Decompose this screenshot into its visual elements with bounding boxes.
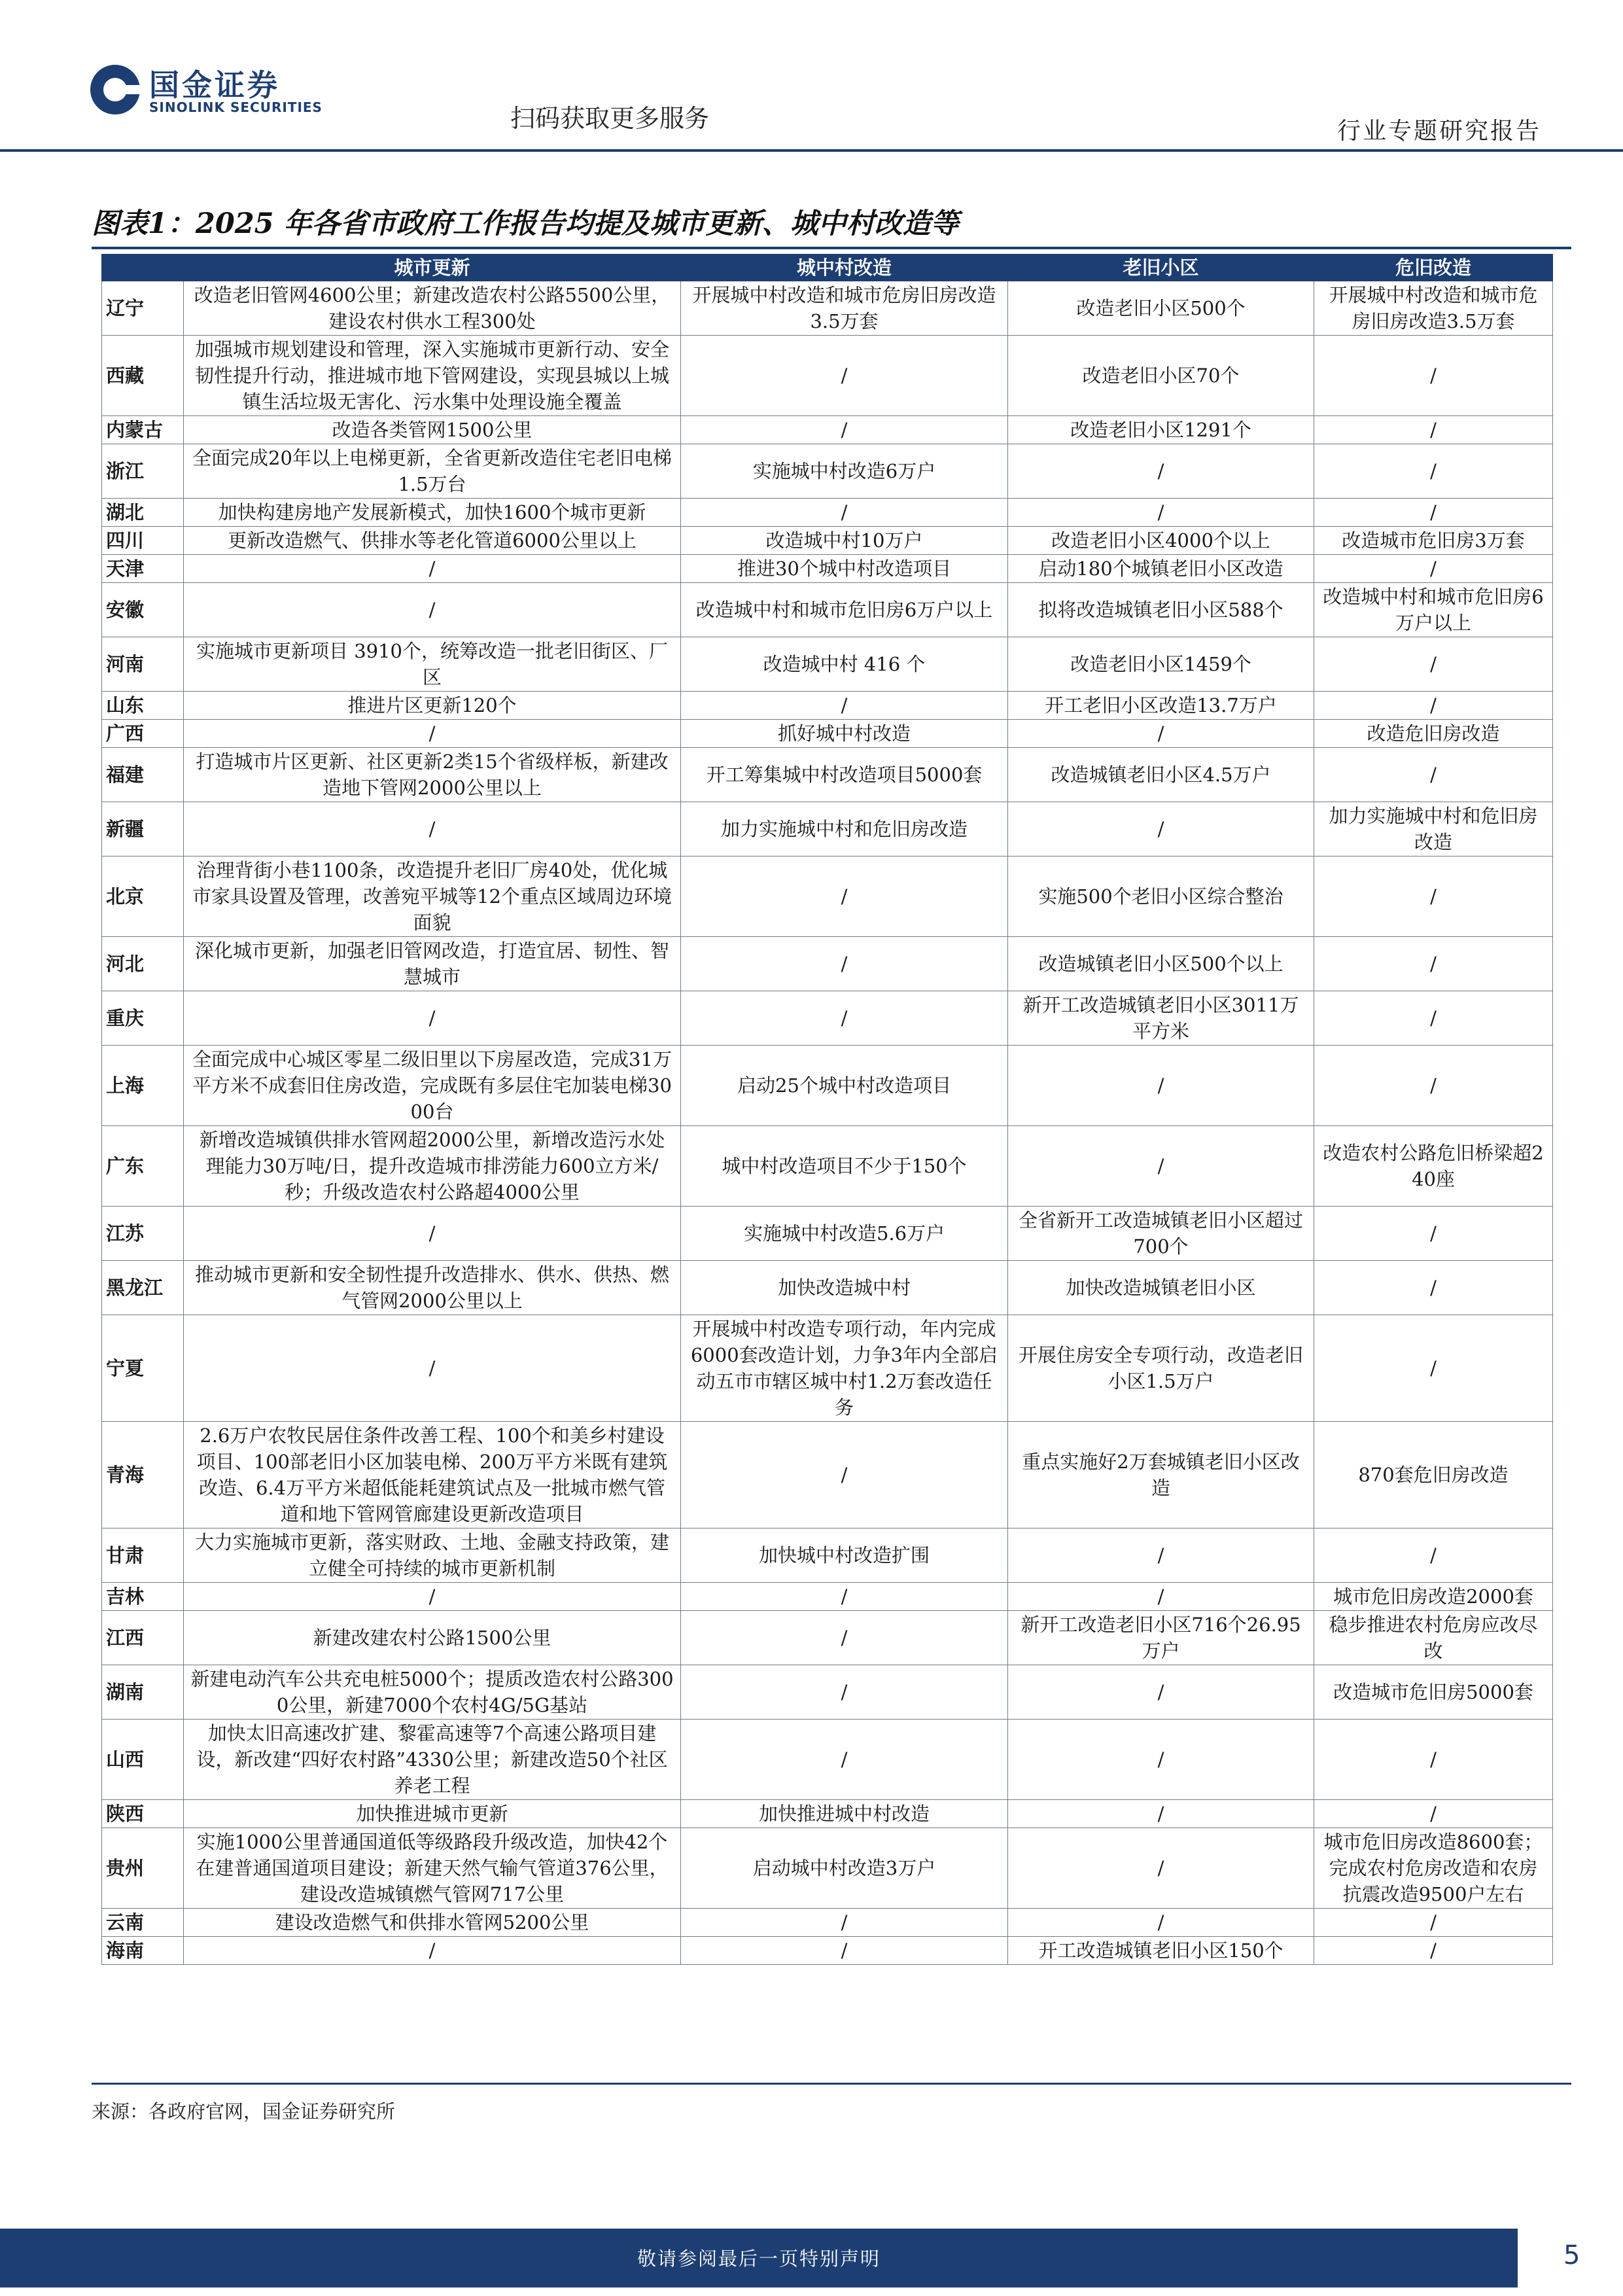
cell-old-community: 实施500个老旧小区综合整治 — [1008, 857, 1314, 937]
cell-urban-renewal: 2.6万户农牧民居住条件改善工程、100个和美乡村建设项目、100部老旧小区加装电梯、200万平方米既有建筑改造、6.4万平方米超低能耗建筑试点及一批城市燃气管道和地下管网管廊建设更新改造项目 — [184, 1422, 681, 1528]
cell-urban-village: / — [681, 857, 1008, 937]
cell-province: 四川 — [102, 527, 184, 555]
cell-province: 重庆 — [102, 991, 184, 1046]
cell-dilapidated: 改造城中村和城市危旧房6万户以上 — [1314, 583, 1553, 637]
cell-old-community: 开工改造城镇老旧小区150个 — [1008, 1937, 1314, 1965]
source-note: 来源：各政府官网，国金证券研究所 — [92, 2100, 396, 2123]
logo-chinese-name: 国金证券 — [149, 67, 280, 103]
cell-province: 河北 — [102, 937, 184, 991]
cell-urban-renewal: 新建电动汽车公共充电桩5000个；提质改造农村公路3000公里，新建7000个农村4G/5G基站 — [184, 1665, 681, 1720]
cell-dilapidated: / — [1314, 1046, 1553, 1126]
cell-dilapidated: 改造农村公路危旧桥梁超240座 — [1314, 1126, 1553, 1207]
header-province — [102, 255, 184, 281]
cell-urban-village: / — [681, 1611, 1008, 1665]
cell-province: 海南 — [102, 1937, 184, 1965]
cell-dilapidated: / — [1314, 1720, 1553, 1800]
cell-urban-renewal: 加快推进城市更新 — [184, 1800, 681, 1828]
cell-urban-village: 加快城中村改造扩围 — [681, 1528, 1008, 1583]
cell-urban-renewal: 实施1000公里普通国道低等级路段升级改造，加快42个在建普通国道项目建设；新建天然气输气管道376公里，建设改造城镇燃气管网717公里 — [184, 1828, 681, 1909]
table-row — [102, 637, 1553, 692]
cell-urban-village: 开展城中村改造专项行动，年内完成6000套改造计划，力争3年内全部启动五市市辖区城中村1.2万套改造任务 — [681, 1315, 1008, 1422]
cell-old-community: / — [1008, 1528, 1314, 1583]
table-row — [102, 444, 1553, 499]
cell-urban-village: / — [681, 1720, 1008, 1800]
cell-province: 贵州 — [102, 1828, 184, 1909]
cell-old-community: 改造老旧小区1291个 — [1008, 416, 1314, 444]
cell-province: 辽宁 — [102, 281, 184, 336]
cell-dilapidated: / — [1314, 1261, 1553, 1315]
cell-urban-renewal: 新增改造城镇供排水管网超2000公里，新增改造污水处理能力30万吨/日，提升改造城市排涝能力600立方米/秒；升级改造农村公路超4000公里 — [184, 1126, 681, 1207]
table-row — [102, 1800, 1553, 1828]
cell-old-community: / — [1008, 1720, 1314, 1800]
cell-old-community: 新开工改造城镇老旧小区3011万平方米 — [1008, 991, 1314, 1046]
page-number: 5 — [1563, 2240, 1580, 2270]
cell-province: 黑龙江 — [102, 1261, 184, 1315]
source-rule — [92, 2083, 1571, 2085]
cell-province: 内蒙古 — [102, 416, 184, 444]
table-row — [102, 281, 1553, 336]
cell-dilapidated: / — [1314, 416, 1553, 444]
cell-dilapidated: 改造城市危旧房5000套 — [1314, 1665, 1553, 1720]
cell-dilapidated: / — [1314, 937, 1553, 991]
cell-dilapidated: / — [1314, 555, 1553, 583]
cell-dilapidated: / — [1314, 1315, 1553, 1422]
table-row — [102, 527, 1553, 555]
table-row — [102, 1583, 1553, 1611]
table-row — [102, 555, 1553, 583]
cell-urban-village: 加力实施城中村和危旧房改造 — [681, 802, 1008, 857]
cell-urban-renewal: 改造老旧管网4600公里；新建改造农村公路5500公里，建设农村供水工程300处 — [184, 281, 681, 336]
cell-dilapidated: 改造危旧房改造 — [1314, 720, 1553, 748]
policy-table — [101, 254, 1553, 1965]
cell-old-community: 改造老旧小区500个 — [1008, 281, 1314, 336]
table-row — [102, 991, 1553, 1046]
table-row — [102, 748, 1553, 802]
cell-province: 天津 — [102, 555, 184, 583]
cell-urban-village: 推进30个城中村改造项目 — [681, 555, 1008, 583]
cell-old-community: / — [1008, 1126, 1314, 1207]
cell-urban-village: / — [681, 1665, 1008, 1720]
cell-dilapidated: 870套危旧房改造 — [1314, 1422, 1553, 1528]
cell-urban-renewal: 推动城市更新和安全韧性提升改造排水、供水、供热、燃气管网2000公里以上 — [184, 1261, 681, 1315]
cell-old-community: / — [1008, 499, 1314, 527]
cell-urban-village: 改造城中村10万户 — [681, 527, 1008, 555]
cell-dilapidated: / — [1314, 1800, 1553, 1828]
cell-urban-renewal: 深化城市更新，加强老旧管网改造，打造宜居、韧性、智慧城市 — [184, 937, 681, 991]
cell-old-community: / — [1008, 444, 1314, 499]
cell-urban-village: / — [681, 416, 1008, 444]
header-urban-village: 城中村改造 — [681, 255, 1008, 281]
cell-old-community: 启动180个城镇老旧小区改造 — [1008, 555, 1314, 583]
cell-province: 湖南 — [102, 1665, 184, 1720]
table-row — [102, 1207, 1553, 1261]
cell-urban-renewal: 建设改造燃气和供排水管网5200公里 — [184, 1909, 681, 1937]
cell-urban-village: / — [681, 1937, 1008, 1965]
header-urban-renewal: 城市更新 — [184, 255, 681, 281]
cell-urban-village: / — [681, 692, 1008, 720]
cell-urban-village: 开工筹集城中村改造项目5000套 — [681, 748, 1008, 802]
cell-urban-village: 城中村改造项目不少于150个 — [681, 1126, 1008, 1207]
cell-urban-renewal: / — [184, 1207, 681, 1261]
cell-dilapidated: / — [1314, 748, 1553, 802]
cell-province: 江苏 — [102, 1207, 184, 1261]
cell-urban-village: / — [681, 1422, 1008, 1528]
footer-disclaimer: 敬请参阅最后一页特别声明 — [637, 2248, 881, 2270]
cell-urban-village: / — [681, 336, 1008, 416]
header-dilapidated: 危旧改造 — [1314, 255, 1553, 281]
cell-old-community: / — [1008, 1583, 1314, 1611]
sinolink-logo-icon — [88, 63, 142, 116]
cell-dilapidated: 城市危旧房改造2000套 — [1314, 1583, 1553, 1611]
table-row — [102, 1909, 1553, 1937]
cell-urban-village: 加快推进城中村改造 — [681, 1800, 1008, 1828]
cell-urban-renewal: / — [184, 555, 681, 583]
table-row — [102, 416, 1553, 444]
cell-urban-renewal: 大力实施城市更新，落实财政、土地、金融支持政策，建立健全可持续的城市更新机制 — [184, 1528, 681, 1583]
table-row — [102, 1611, 1553, 1665]
cell-dilapidated: 加力实施城中村和危旧房改造 — [1314, 802, 1553, 857]
cell-dilapidated: 改造城市危旧房3万套 — [1314, 527, 1553, 555]
cell-urban-village: 抓好城中村改造 — [681, 720, 1008, 748]
cell-urban-village: / — [681, 1583, 1008, 1611]
cell-dilapidated: 开展城中村改造和城市危房旧房改造3.5万套 — [1314, 281, 1553, 336]
cell-urban-village: 加快改造城中村 — [681, 1261, 1008, 1315]
cell-old-community: / — [1008, 1665, 1314, 1720]
cell-dilapidated: 城市危旧房改造8600套；完成农村危房改造和农房抗震改造9500户左右 — [1314, 1828, 1553, 1909]
cell-dilapidated: / — [1314, 857, 1553, 937]
cell-province: 山东 — [102, 692, 184, 720]
cell-province: 陕西 — [102, 1800, 184, 1828]
cell-urban-renewal: 加强城市规划建设和管理，深入实施城市更新行动、安全韧性提升行动，推进城市地下管网建设，实现县城以上城镇生活垃圾无害化、污水集中处理设施全覆盖 — [184, 336, 681, 416]
cell-old-community: 开展住房安全专项行动，改造老旧小区1.5万户 — [1008, 1315, 1314, 1422]
cell-urban-renewal: 加快太旧高速改扩建、黎霍高速等7个高速公路项目建设，新改建“四好农村路”4330公里；新建改造50个社区养老工程 — [184, 1720, 681, 1800]
cell-dilapidated: / — [1314, 692, 1553, 720]
cell-urban-village: 启动城中村改造3万户 — [681, 1828, 1008, 1909]
header-old-community: 老旧小区 — [1008, 255, 1314, 281]
cell-dilapidated: / — [1314, 1909, 1553, 1937]
header-divider — [0, 149, 1623, 152]
cell-urban-renewal: / — [184, 802, 681, 857]
cell-old-community: / — [1008, 802, 1314, 857]
table-row — [102, 1528, 1553, 1583]
table-row — [102, 692, 1553, 720]
cell-old-community: 改造老旧小区1459个 — [1008, 637, 1314, 692]
cell-urban-village: / — [681, 937, 1008, 991]
cell-province: 江西 — [102, 1611, 184, 1665]
table-row — [102, 1315, 1553, 1422]
cell-urban-renewal: / — [184, 1315, 681, 1422]
cell-province: 吉林 — [102, 1583, 184, 1611]
table-row — [102, 720, 1553, 748]
cell-urban-renewal: / — [184, 1937, 681, 1965]
table-row — [102, 1126, 1553, 1207]
figure-top-rule — [92, 247, 1571, 249]
table-row — [102, 1665, 1553, 1720]
cell-dilapidated: / — [1314, 991, 1553, 1046]
table-row — [102, 1046, 1553, 1126]
cell-old-community: / — [1008, 1046, 1314, 1126]
cell-province: 湖北 — [102, 499, 184, 527]
cell-urban-renewal: 改造各类管网1500公里 — [184, 416, 681, 444]
cell-old-community: / — [1008, 1828, 1314, 1909]
cell-urban-renewal: 全面完成中心城区零星二级旧里以下房屋改造，完成31万平方米不成套旧住房改造，完成既有多层住宅加装电梯3000台 — [184, 1046, 681, 1126]
cell-urban-village: / — [681, 1909, 1008, 1937]
cell-province: 青海 — [102, 1422, 184, 1528]
cell-urban-renewal: / — [184, 991, 681, 1046]
cell-dilapidated: / — [1314, 1528, 1553, 1583]
cell-old-community: 改造老旧小区70个 — [1008, 336, 1314, 416]
cell-urban-renewal: 新建改建农村公路1500公里 — [184, 1611, 681, 1665]
cell-dilapidated: 稳步推进农村危房应改尽改 — [1314, 1611, 1553, 1665]
cell-province: 安徽 — [102, 583, 184, 637]
cell-province: 河南 — [102, 637, 184, 692]
cell-urban-renewal: / — [184, 583, 681, 637]
cell-old-community: 开工老旧小区改造13.7万户 — [1008, 692, 1314, 720]
page-header — [0, 0, 1623, 152]
table-row — [102, 857, 1553, 937]
cell-old-community: / — [1008, 1909, 1314, 1937]
cell-old-community: 拟将改造城镇老旧小区588个 — [1008, 583, 1314, 637]
cell-dilapidated: / — [1314, 499, 1553, 527]
cell-urban-renewal: 打造城市片区更新、社区更新2类15个省级样板，新建改造地下管网2000公里以上 — [184, 748, 681, 802]
cell-urban-renewal: / — [184, 720, 681, 748]
cell-dilapidated: / — [1314, 444, 1553, 499]
cell-urban-village: / — [681, 991, 1008, 1046]
cell-province: 新疆 — [102, 802, 184, 857]
table-row — [102, 499, 1553, 527]
cell-old-community: 重点实施好2万套城镇老旧小区改造 — [1008, 1422, 1314, 1528]
figure-title: 图表1：2025 年各省市政府工作报告均提及城市更新、城中村改造等 — [92, 207, 959, 240]
cell-province: 宁夏 — [102, 1315, 184, 1422]
cell-urban-village: 开展城中村改造和城市危房旧房改造3.5万套 — [681, 281, 1008, 336]
cell-old-community: 新开工改造老旧小区716个26.95万户 — [1008, 1611, 1314, 1665]
cell-urban-renewal: 推进片区更新120个 — [184, 692, 681, 720]
cell-dilapidated: / — [1314, 1937, 1553, 1965]
table-row — [102, 1828, 1553, 1909]
cell-urban-village: 启动25个城中村改造项目 — [681, 1046, 1008, 1126]
table-row — [102, 583, 1553, 637]
cell-old-community: 改造老旧小区4000个以上 — [1008, 527, 1314, 555]
table-row — [102, 937, 1553, 991]
cell-province: 西藏 — [102, 336, 184, 416]
cell-urban-renewal: 实施城市更新项目 3910个，统筹改造一批老旧街区、厂区 — [184, 637, 681, 692]
table-row — [102, 336, 1553, 416]
cell-dilapidated: / — [1314, 1207, 1553, 1261]
cell-urban-renewal: 治理背街小巷1100条，改造提升老旧厂房40处，优化城市家具设置及管理，改善宛平城等12个重点区域周边环境面貌 — [184, 857, 681, 937]
table-row — [102, 1720, 1553, 1800]
cell-dilapidated: / — [1314, 336, 1553, 416]
cell-province: 福建 — [102, 748, 184, 802]
cell-urban-renewal: 加快构建房地产发展新模式，加快1600个城市更新 — [184, 499, 681, 527]
report-type: 行业专题研究报告 — [1336, 118, 1541, 145]
cell-province: 上海 — [102, 1046, 184, 1126]
cell-urban-renewal: 全面完成20年以上电梯更新，全省更新改造住宅老旧电梯1.5万台 — [184, 444, 681, 499]
cell-old-community: / — [1008, 720, 1314, 748]
cell-urban-village: 改造城中村和城市危旧房6万户以上 — [681, 583, 1008, 637]
logo-english-name: SINOLINK SECURITIES — [149, 99, 323, 115]
cell-province: 云南 — [102, 1909, 184, 1937]
cell-old-community: / — [1008, 1800, 1314, 1828]
cell-province: 北京 — [102, 857, 184, 937]
cell-old-community: 加快改造城镇老旧小区 — [1008, 1261, 1314, 1315]
cell-urban-village: 实施城中村改造6万户 — [681, 444, 1008, 499]
cell-old-community: 全省新开工改造城镇老旧小区超过700个 — [1008, 1207, 1314, 1261]
cell-province: 浙江 — [102, 444, 184, 499]
cell-old-community: 改造城镇老旧小区4.5万户 — [1008, 748, 1314, 802]
cell-province: 山西 — [102, 1720, 184, 1800]
cell-province: 甘肃 — [102, 1528, 184, 1583]
table-header-row — [102, 255, 1553, 281]
cell-province: 广东 — [102, 1126, 184, 1207]
table-row — [102, 1261, 1553, 1315]
cell-urban-renewal: / — [184, 1583, 681, 1611]
cell-dilapidated: / — [1314, 637, 1553, 692]
cell-old-community: 改造城镇老旧小区500个以上 — [1008, 937, 1314, 991]
table-row — [102, 802, 1553, 857]
cell-province: 广西 — [102, 720, 184, 748]
cell-urban-renewal: 更新改造燃气、供排水等老化管道6000公里以上 — [184, 527, 681, 555]
table-row — [102, 1937, 1553, 1965]
cell-urban-village: 实施城中村改造5.6万户 — [681, 1207, 1008, 1261]
cell-urban-village: 改造城中村 416 个 — [681, 637, 1008, 692]
table-row — [102, 1422, 1553, 1528]
qr-service-text: 扫码获取更多服务 — [510, 104, 710, 133]
cell-urban-village: / — [681, 499, 1008, 527]
